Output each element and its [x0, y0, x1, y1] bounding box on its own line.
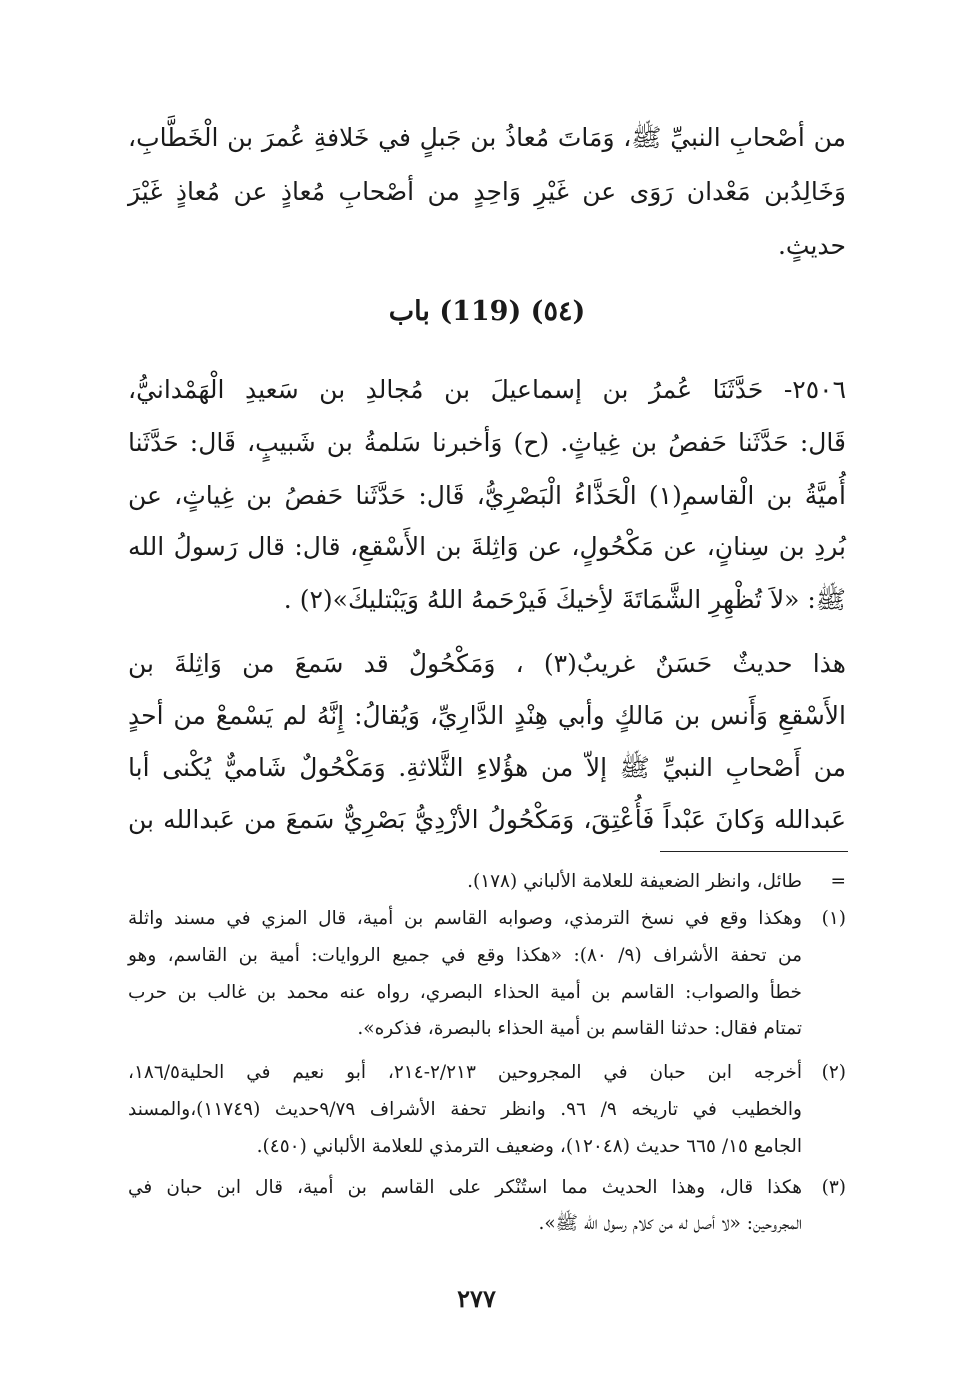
text-line: حديثٍ.	[777, 231, 846, 260]
footnote-marker: (٣)	[821, 1177, 846, 1198]
footnote-separator	[660, 851, 848, 852]
text-line: هذا حديثٌ حَسَنٌ غريبٌ(٣) ، وَمَكْحُولٌ قد سَمعَ من وَاثِلةَ بن	[128, 649, 846, 678]
chapter-heading: (٥٤) (119) باب	[388, 296, 586, 327]
text-line: وَخَالِدُبن مَعْدان رَوَى عن غَيْرِ وَاحِدٍ من أصْحابِ مُعاذٍ عن مُعاذٍ غَيْرَ	[128, 177, 846, 206]
text-line: بُردِ بن سِنانٍ، عن مَكْحُولٍ، عن وَاثِلةَ بن الأَسْقعِ، قال: قال رَسولُ الله	[128, 532, 846, 561]
footnote-marker: (٢)	[821, 1062, 846, 1083]
footnote-line: هكذا قال، وهذا الحديث مما استُنْكر على القاسم بن أمية، قال ابن حبان في	[128, 1177, 802, 1198]
footnote-line: تمتام فقال: حدثنا القاسم بن أمية الحذاء بالبصرة، فذكره».	[357, 1018, 802, 1039]
text-line: الأَسْقعِ وَأَنس بن مَالكٍ وأبي هِنْدٍ الدَّارِيِّ، وَيُقالُ: إِنَّهُ لم يَسْمعْ من أحدٍ	[128, 701, 846, 730]
footnote-line: الجامع ١٥/ ٦٦٥ حديث (١٢٠٤٨)، وضعيف الترمذي للعلامة الألباني (٤٥٠).	[256, 1136, 802, 1157]
footnote-line: وهكذا وقع في نسخ الترمذي، وصوابه القاسم بن أمية، قال المزي في مسند واثلة	[128, 908, 802, 929]
footnote-line: المجروحين: «لا أصل له من كلام رسول الله ﷺ».	[538, 1213, 802, 1234]
text-line: من أصْحابِ النبيِّ ﷺ، وَمَاتَ مُعاذُ بن جَبلٍ في خَلافةِ عُمرَ بن الْخَطَّابِ،	[128, 123, 846, 152]
text-line: أُميَّةُ بن الْقاسمِ(١) الْحَذَّاءُ الْبَصْرِيُّ، قَال: حَدَّثَنا حَفصُ بن غِياثٍ، عن	[128, 481, 846, 510]
footnote-line: أخرجه ابن حبان في المجروحين ٢/٢١٣-٢١٤، أبو نعيم في الحلية١٨٦/٥،	[128, 1062, 802, 1083]
footnote-line: من تحفة الأشراف (٩/ ٨٠): «هكذا وقع في جميع الروايات: أمية بن القاسم، وهو	[128, 945, 803, 966]
footnote-marker: (١)	[821, 908, 846, 929]
text-line: ﷺ: «لاَ تُظْهِرِ الشَّمَاتَةَ لأِخيكَ فَيرْحَمهُ اللهُ وَيَبْتليكَ»(٢) .	[283, 585, 846, 614]
text-line: من أَصْحابِ النبيِّ ﷺ إلاّ من هؤُلاءِ الثَّلاثةِ. وَمَكْحُولٌ شَاميٌّ يُكْنى أبا	[128, 753, 846, 782]
footnote-marker: =	[830, 871, 846, 892]
page-number: ٢٧٧	[457, 1284, 496, 1313]
text-line: ٢٥٠٦- حَدَّثَنَا عُمرُ بن إسماعيلَ بن مُجالدِ بن سَعيدِ الْهَمْدانيُّ،	[128, 375, 846, 404]
footnote-line: خطأ والصواب: القاسم بن أمية الحذاء البصري، رواه عنه محمد بن غالب بن حرب	[128, 982, 802, 1003]
text-line: قَال: حَدَّثَنا حَفصُ بن غِياثٍ. (ح) وَأخبرنا سَلمةُ بن شَبيبٍ، قَال: حَدَّثَنا	[128, 428, 846, 457]
footnote-line: طائل، وانظر الضعيفة للعلامة الألباني (١٧٨).	[467, 871, 802, 892]
text-line: عَبدالله وَكانَ عَبْداً فَأُعْتِقَ، وَمَكْحُولُ الأزْدِيُّ بَصْرِيٌّ سَمعَ من عَبدالله بن	[128, 805, 846, 834]
footnote-line: والخطيب في تاريخه ٩/ ٩٦. وانظر تحفة الأشراف ٩/٧٩حديث (١١٧٤٩)،والمسند	[128, 1099, 802, 1120]
